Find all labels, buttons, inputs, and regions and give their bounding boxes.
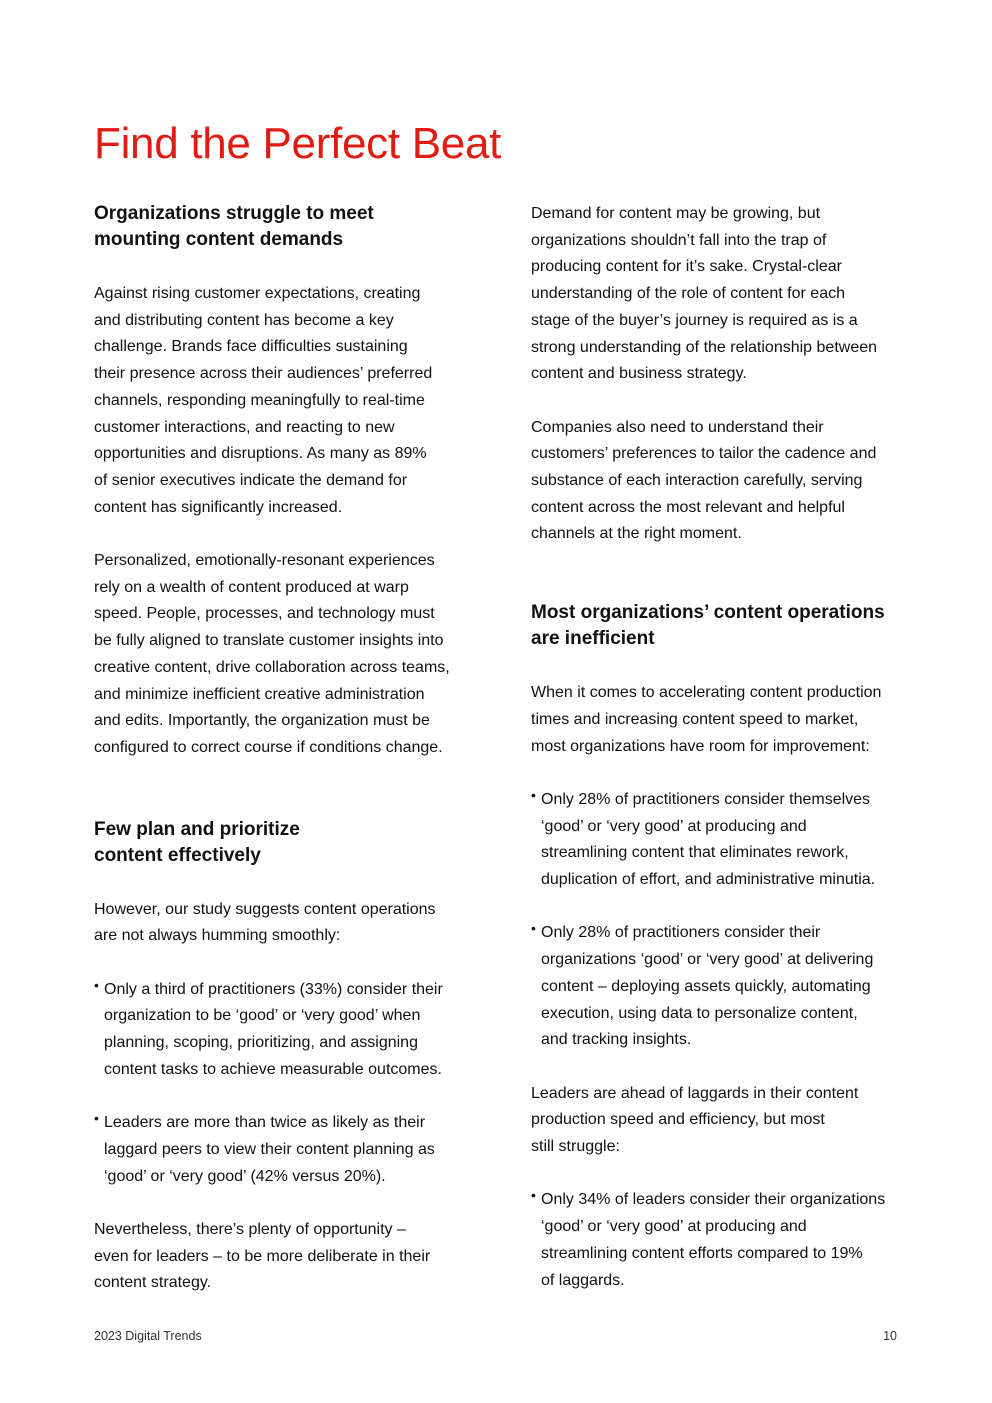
text-line: production speed and efficiency, but most [531,1111,825,1129]
text-line: producing content for it’s sake. Crystal-clear [531,258,842,276]
text-line: most organizations have room for improvement: [531,737,870,755]
text-line: still struggle: [531,1138,620,1156]
text-line: of senior executives indicate the demand for [94,471,408,489]
text-line: Only 34% of leaders consider their organizations [541,1191,886,1209]
text-line: opportunities and disruptions. As many as 89% [94,445,427,463]
heading-inefficient-operations [531,600,903,652]
text-line: organization to be ‘good’ or ‘very good’ when [104,1007,421,1025]
heading-line: Most organizations’ content operations [531,602,885,624]
heading-line: are inefficient [531,628,655,650]
text-line: content tasks to achieve measurable outcomes. [104,1060,442,1078]
text-line: ‘good’ or ‘very good’ at producing and [541,1218,807,1236]
text-line: Personalized, emotionally-resonant experiences [94,552,435,570]
text-line: Companies also need to understand their [531,418,824,436]
bullet-icon: • [94,1110,99,1127]
text-line: content – deploying assets quickly, automating [541,977,871,995]
text-line: Leaders are more than twice as likely as their [104,1114,426,1132]
text-line: When it comes to accelerating content production [531,684,882,702]
text-line: rely on a wealth of content produced at warp [94,578,409,596]
heading-line: Organizations struggle to meet [94,203,374,224]
text-line: ‘good’ or ‘very good’ at producing and [541,817,807,835]
text-line: creative content, drive collaboration across teams, [94,658,450,676]
text-line: be fully aligned to translate customer insights into [94,632,444,650]
paragraph [531,415,903,549]
text-line: even for leaders – to be more deliberate in their [94,1247,431,1265]
text-line: customers’ preferences to tailor the cadence and [531,445,877,463]
text-line: and distributing content has become a key [94,311,394,329]
paragraph [94,897,466,950]
text-line: configured to correct course if conditions change. [94,738,443,756]
text-line: speed. People, processes, and technology must [94,605,435,623]
text-line: execution, using data to personalize content, [541,1004,858,1022]
text-line: duplication of effort, and administrative minutia. [541,871,876,889]
text-line: channels, responding meaningfully to real-time [94,391,425,409]
text-line: and minimize inefficient creative administration [94,685,425,703]
bullet-item [94,977,466,1084]
paragraph [94,548,466,762]
text-line: times and increasing content speed to market, [531,710,859,728]
text-line: However, our study suggests content operations [94,900,436,918]
text-line: Only 28% of practitioners consider themselves [541,790,871,808]
heading-plan-prioritize [94,817,466,869]
text-line: and edits. Importantly, the organization must be [94,712,430,730]
right-column [531,201,903,1294]
text-line: content across the most relevant and helpful [531,498,845,516]
paragraph [531,201,903,388]
text-line: organizations ‘good’ or ‘very good’ at delivering [541,951,874,969]
page-number: 10 [883,1329,897,1343]
text-line: challenge. Brands face difficulties sustaining [94,338,408,356]
bullet-icon: • [531,920,536,937]
text-line: organizations shouldn’t fall into the trap of [531,231,827,249]
text-line: laggard peers to view their content planning as [104,1140,435,1158]
text-line: Leaders are ahead of laggards in their content [531,1084,859,1102]
text-line: Nevertheless, there’s plenty of opportunity – [94,1221,406,1239]
text-line: strong understanding of the relationship between [531,338,878,356]
text-line: streamlining content efforts compared to 19% [541,1244,863,1262]
text-line: Demand for content may be growing, but [531,205,821,222]
bullet-item [531,787,903,894]
text-line: and tracking insights. [541,1031,692,1049]
text-line: customer interactions, and reacting to new [94,418,395,436]
left-column [94,201,466,1297]
heading-line: mounting content demands [94,229,344,250]
text-line: Only a third of practitioners (33%) consider their [104,980,443,998]
bullet-item [531,1187,903,1294]
text-line: planning, scoping, prioritizing, and assigning [104,1034,418,1052]
footer-report-title: 2023 Digital Trends [94,1329,202,1343]
text-line: substance of each interaction carefully, serving [531,472,863,490]
bullet-icon: • [531,1187,536,1204]
text-line: are not always humming smoothly: [94,927,341,945]
text-line: understanding of the role of content for each [531,285,845,303]
text-line: Against rising customer expectations, creating [94,285,421,302]
text-line: content and business strategy. [531,365,747,383]
text-line: channels at the right moment. [531,525,742,543]
bullet-icon: • [94,976,99,993]
text-line: their presence across their audiences’ preferred [94,365,433,383]
heading-line: Few plan and prioritize [94,818,300,840]
text-line: stage of the buyer’s journey is required as is a [531,311,858,329]
paragraph [94,1217,466,1297]
heading-line: content effectively [94,844,261,866]
text-line: content strategy. [94,1274,212,1292]
text-line: content has significantly increased. [94,498,343,516]
bullet-icon: • [531,786,536,803]
paragraph [94,281,466,521]
text-line: Only 28% of practitioners consider their [541,924,821,942]
bullet-item [531,920,903,1054]
page-title: Find the Perfect Beat [94,119,502,168]
text-line: of laggards. [541,1271,625,1289]
text-line: streamlining content that eliminates rework, [541,844,849,862]
text-line: ‘good’ or ‘very good’ (42% versus 20%). [104,1167,386,1185]
heading-content-demands [94,201,466,253]
paragraph [531,1081,903,1161]
bullet-item [94,1110,466,1190]
paragraph [531,680,903,760]
